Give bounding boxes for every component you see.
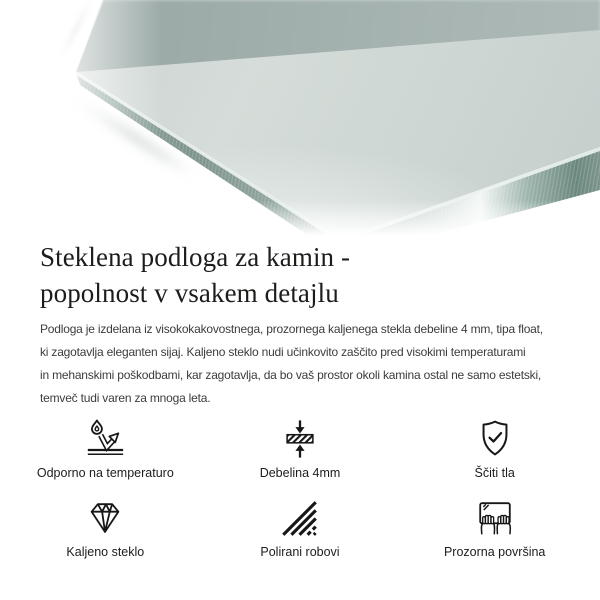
feature-thickness: [203, 418, 398, 481]
feature-tempered-glass: [8, 497, 203, 560]
features-grid: [0, 418, 600, 560]
hero-image: [0, 0, 600, 238]
intro-line: ki zagotavlja eleganten sijaj. Kaljeno steklo nudi učinkovito zaščito pred visokimi temperaturami: [40, 345, 526, 359]
temperature-resistance-icon: [84, 418, 126, 460]
feature-label: Polirani robovi: [260, 545, 340, 559]
feature-label: Debelina 4mm: [259, 466, 341, 480]
bottom-white-fade: [0, 0, 600, 238]
floor-protection-shield-icon: [474, 418, 516, 460]
tempered-glass-diamond-icon: [84, 497, 126, 539]
intro-line: temveč tudi varen za mnoga leta.: [40, 391, 211, 405]
feature-temperature-resistant: [8, 418, 203, 481]
thickness-4mm-icon: [279, 418, 321, 460]
feature-transparent-surface: [397, 497, 592, 560]
page-title: [40, 239, 560, 311]
feature-polished-edges: [203, 497, 398, 560]
intro-line: in mehanskimi poškodbami, kar zagotavlja, da bo vaš prostor okoli kamina ostal ne samo estetski,: [40, 368, 542, 382]
page-title-line1: Steklena podloga za kamin -: [40, 242, 351, 272]
intro-paragraph: [40, 318, 560, 410]
feature-label: Kaljeno steklo: [66, 545, 145, 559]
polished-edges-icon: [279, 497, 321, 539]
intro-line: Podloga je izdelana iz visokokakovostnega, prozornega kaljenega stekla debeline 4 mm, tipa float,: [40, 322, 543, 336]
feature-label: Ščiti tla: [474, 466, 515, 480]
feature-label: Prozorna površina: [443, 545, 546, 559]
feature-protects-floor: [397, 418, 592, 481]
feature-label: Odporno na temperaturo: [36, 466, 174, 480]
transparent-surface-hands-icon: [474, 497, 516, 539]
page-title-line2: popolnost v vsakem detajlu: [40, 278, 339, 308]
